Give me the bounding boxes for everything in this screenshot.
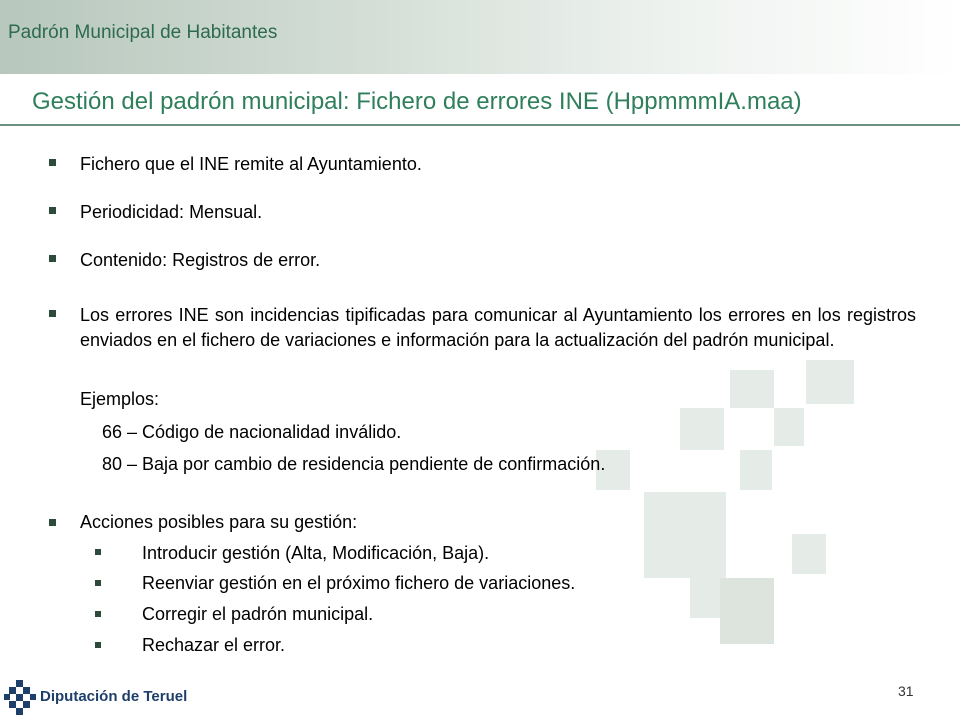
bullet-item: Periodicidad: Mensual. — [80, 202, 263, 222]
bullet-icon — [48, 519, 60, 531]
action-item: Reenviar gestión en el próximo fichero de variaciones. — [142, 573, 576, 593]
bullet-item: Contenido: Registros de error. — [80, 250, 321, 270]
sub-bullet-icon — [94, 642, 106, 654]
header-title: Padrón Municipal de Habitantes — [8, 22, 278, 43]
sub-bullet-icon — [94, 549, 106, 561]
bullet-icon — [48, 255, 60, 267]
bullet-icon — [48, 159, 60, 171]
slide-title: Gestión del padrón municipal: Fichero de errores INE (HppmmmIA.maa) — [32, 88, 802, 115]
bullet-icon — [48, 310, 60, 322]
action-item: Corregir el padrón municipal. — [142, 604, 374, 624]
bullet-paragraph: Los errores INE son incidencias tipificadas para comunicar al Ayuntamiento los errores en los registros enviados en el fichero de variaciones e información para la actualización del padrón municipal. — [80, 305, 916, 350]
diputacion-logo — [4, 676, 214, 716]
example-item: 66 – Código de nacionalidad inválido. — [102, 422, 402, 442]
sub-bullet-icon — [94, 580, 106, 592]
logo-text: Diputación de Teruel — [40, 688, 188, 705]
action-item: Introducir gestión (Alta, Modificación, Baja). — [142, 543, 490, 563]
action-item: Rechazar el error. — [142, 635, 286, 655]
examples-label: Ejemplos: — [80, 389, 160, 409]
example-item: 80 – Baja por cambio de residencia pendiente de confirmación. — [102, 454, 606, 474]
actions-label: Acciones posibles para su gestión: — [80, 512, 358, 532]
bullet-item: Fichero que el INE remite al Ayuntamiento. — [80, 154, 422, 174]
bullet-icon — [48, 207, 60, 219]
sub-bullet-icon — [94, 611, 106, 623]
logo-mark-icon — [4, 678, 38, 716]
page-number: 31 — [898, 683, 914, 699]
